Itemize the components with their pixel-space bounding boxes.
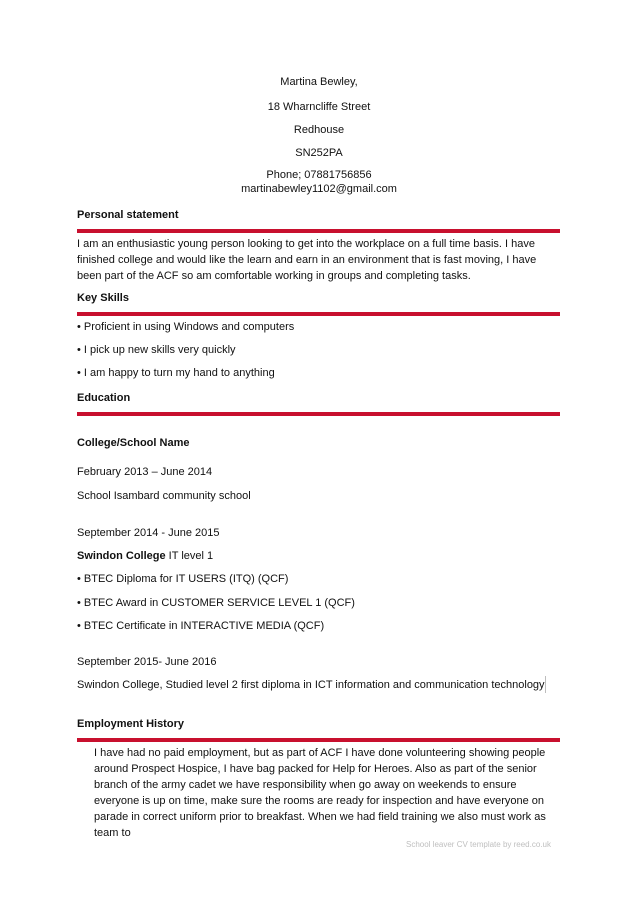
contact-phone: Phone; 07881756856 [266, 169, 372, 181]
education-college-line [77, 550, 213, 562]
contact-street: 18 Wharncliffe Street [267, 101, 371, 113]
personal-statement-heading: Personal statement [77, 209, 179, 221]
employment-text: I have had no paid employment, but as part of ACF I have done volunteering showing people around Prospect Hospice, I have bag packed for Help for Heroes. Also as part of the senior branch of the army cadet we have responsibility when go away on weekends to ensure everyone is up on time, make sure the rooms are ready for inspection and have everyone on parade in correct uniform prior to breakfast. When we had field training we also must work as team to [94, 747, 546, 839]
key-skills-heading: Key Skills [77, 292, 129, 304]
college-name: Swindon College [77, 550, 166, 562]
text-cursor [545, 676, 546, 693]
education-dates: September 2014 - June 2015 [77, 527, 220, 539]
section-divider [77, 738, 560, 742]
skill-item: • Proficient in using Windows and computers [77, 321, 295, 333]
skill-item: • I am happy to turn my hand to anything [77, 367, 275, 379]
footer-credit: School leaver CV template by reed.co.uk [406, 840, 551, 849]
section-divider [77, 229, 560, 233]
employment-history-heading: Employment History [77, 718, 184, 730]
skill-item: • I pick up new skills very quickly [77, 344, 236, 356]
contact-email: martinabewley1102@gmail.com [241, 183, 397, 195]
personal-statement-text: I am an enthusiastic young person looking to get into the workplace on a full time basis. I have finished college and would like the learn and earn in an environment that is fast moving, I have been part of the ACF so am comfortable working in groups and completing tasks. [77, 238, 537, 282]
qualification-item: • BTEC Certificate in INTERACTIVE MEDIA (QCF) [77, 620, 325, 632]
education-dates: February 2013 – June 2014 [77, 466, 213, 478]
education-diploma: Swindon College, Studied level 2 first diploma in ICT information and communication technology [77, 679, 545, 691]
contact-name: Martina Bewley, [280, 76, 358, 88]
qualification-item: • BTEC Award in CUSTOMER SERVICE LEVEL 1 (QCF) [77, 597, 355, 609]
contact-area: Redhouse [293, 124, 345, 136]
section-divider [77, 312, 560, 316]
college-school-name-heading: College/School Name [77, 437, 190, 449]
contact-postcode: SN252PA [295, 147, 343, 159]
education-school: School Isambard community school [77, 490, 251, 502]
education-dates: September 2015- June 2016 [77, 656, 217, 668]
section-divider [77, 412, 560, 416]
education-heading: Education [77, 392, 131, 404]
qualification-item: • BTEC Diploma for IT USERS (ITQ) (QCF) [77, 573, 289, 585]
course-name: IT level 1 [165, 550, 214, 562]
